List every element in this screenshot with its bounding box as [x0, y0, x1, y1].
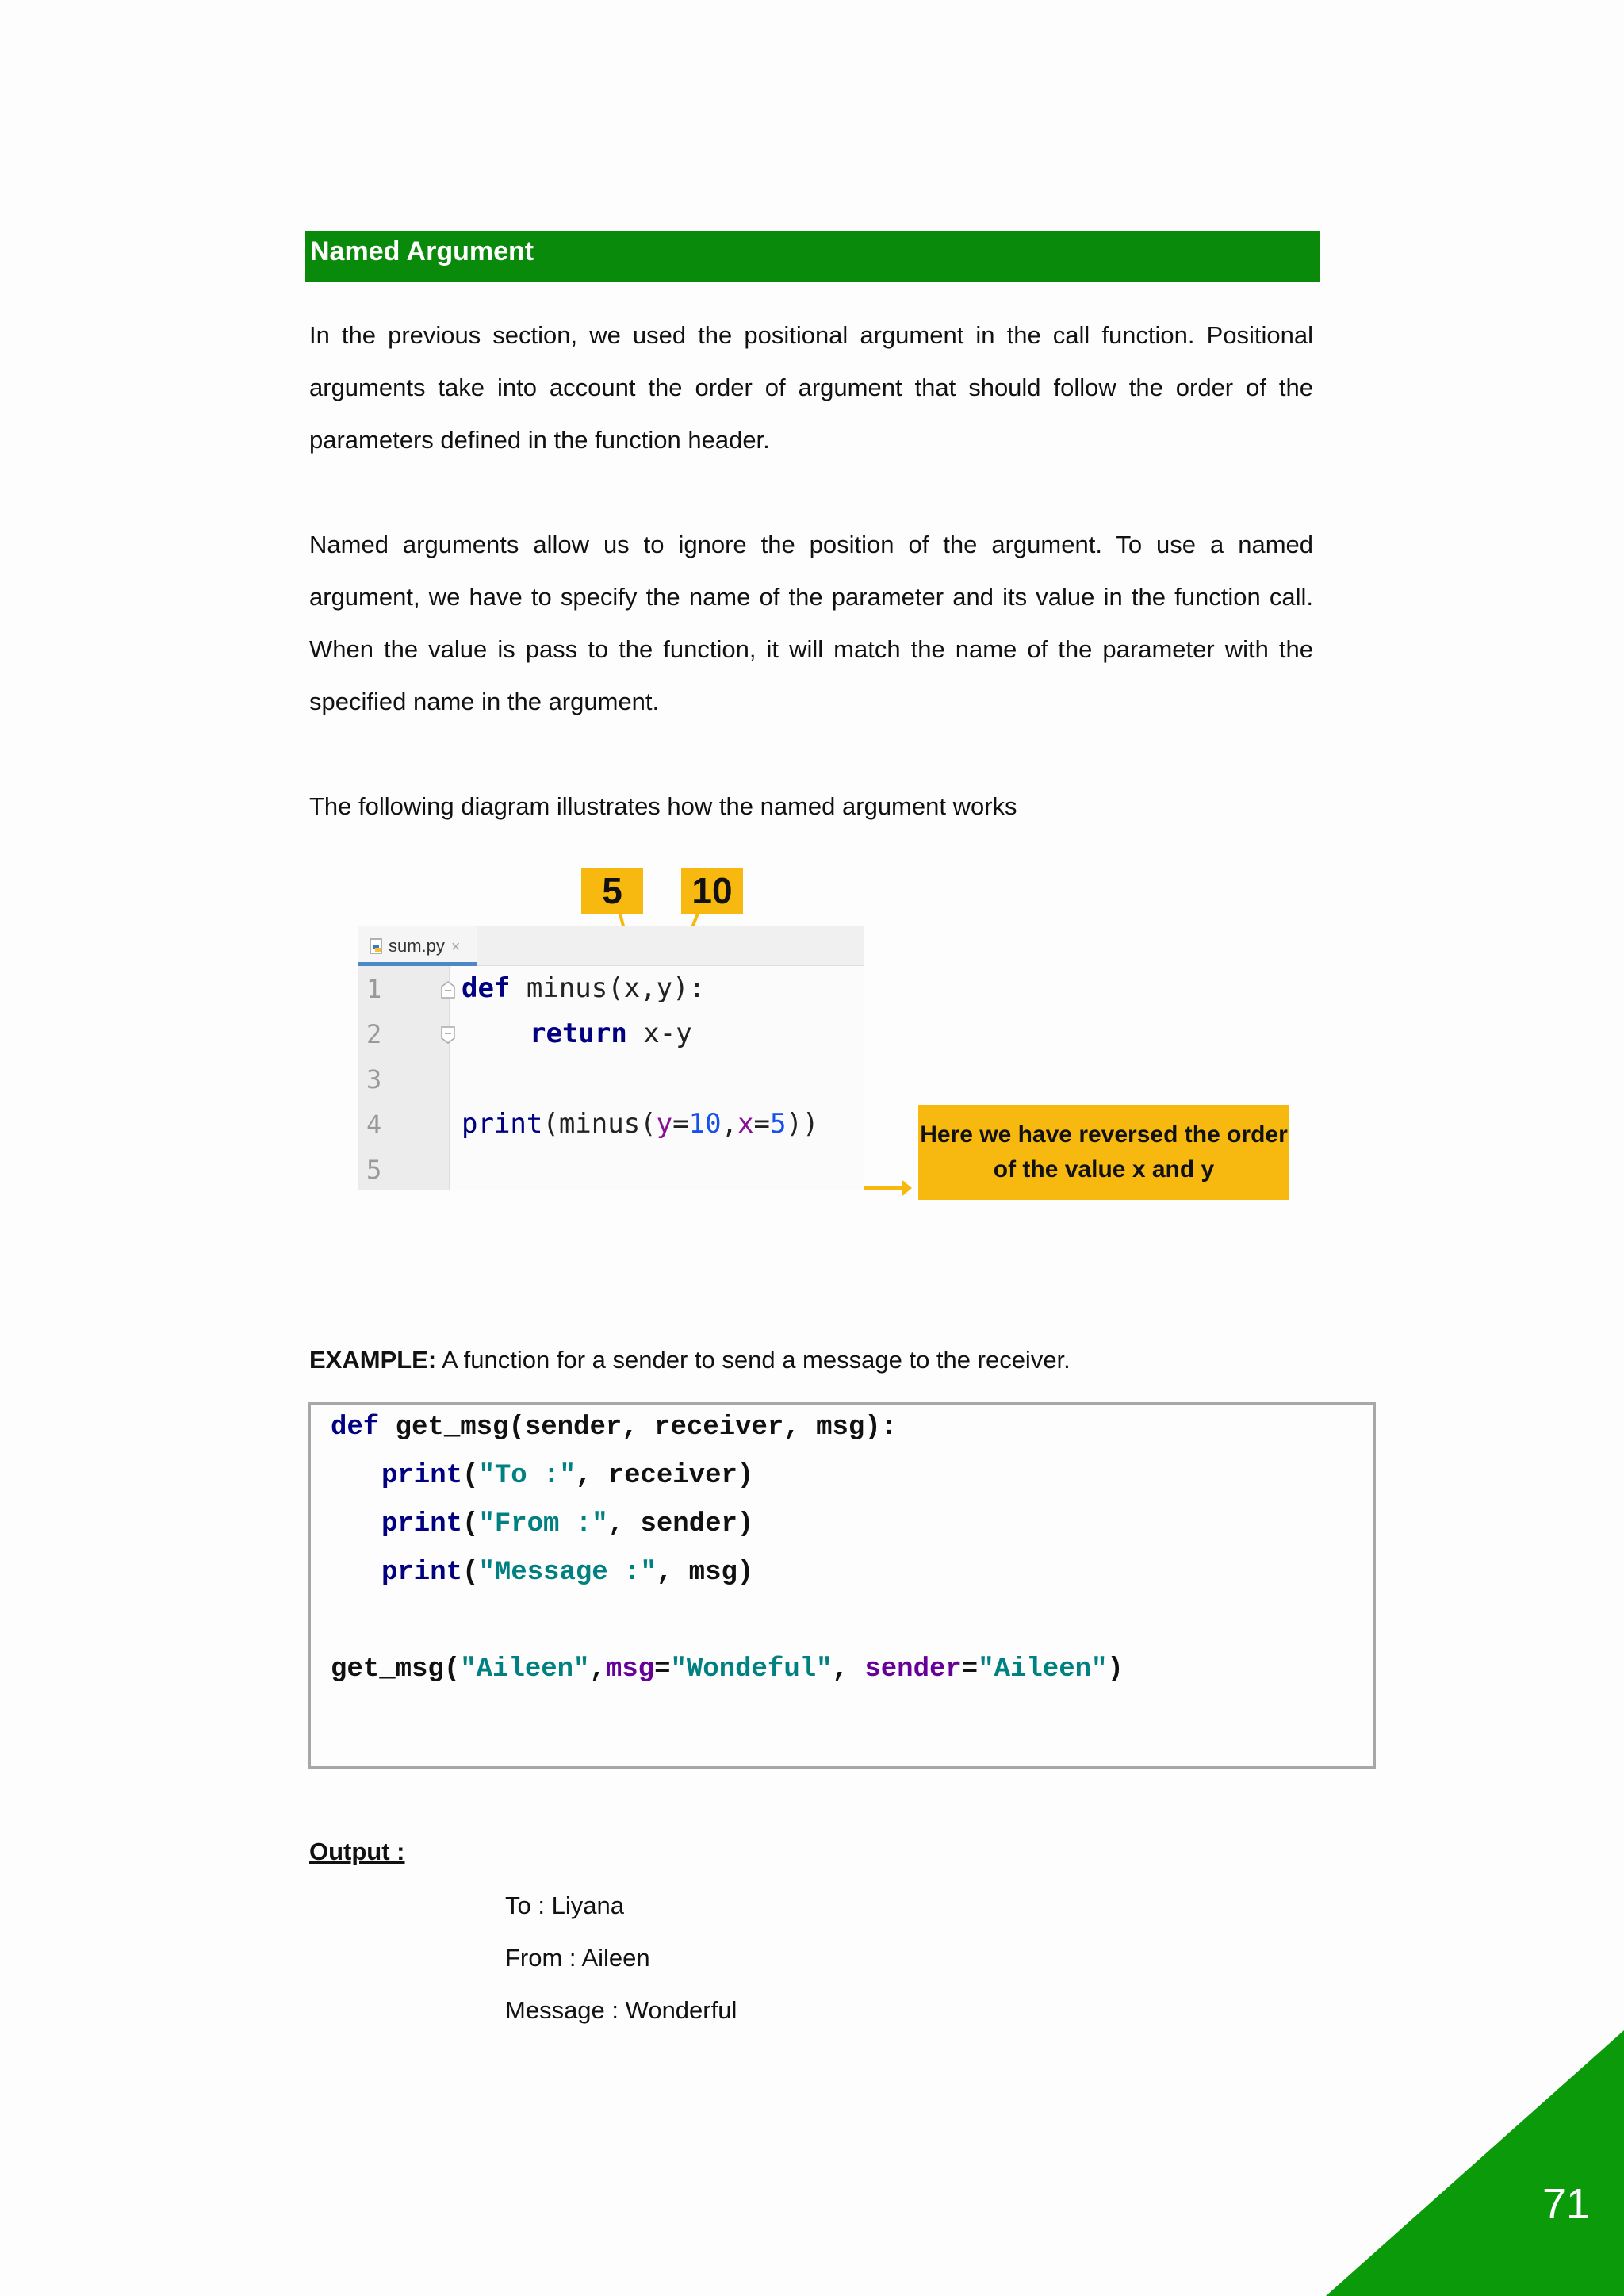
code-text: ,	[589, 1654, 606, 1685]
paragraph-diagram-intro: The following diagram illustrates how the named argument works	[309, 792, 1017, 820]
code-text: get_msg(sender, receiver, msg):	[379, 1412, 898, 1443]
code-text: =	[961, 1654, 979, 1685]
builtin-print: print	[381, 1461, 463, 1491]
paragraph-named: Named arguments allow us to ignore the position of the argument. To use a named argument, we have to specify the name of the parameter and its value in the function call. When the value is pass to the function, it will match the name of the parameter with the specified name in the argument.	[309, 531, 1313, 715]
code-listing-line-3	[381, 1509, 753, 1539]
example-caption	[309, 1334, 1071, 1386]
line-number: 1	[366, 974, 382, 1004]
fold-icon[interactable]	[440, 980, 456, 999]
section-heading: Named Argument	[305, 231, 1320, 282]
string-literal: "Wondeful"	[670, 1654, 833, 1685]
line-number: 2	[366, 1019, 382, 1049]
tab-close-icon[interactable]: ×	[450, 938, 461, 956]
code-line-1	[462, 972, 705, 1004]
label-value-5: 5	[581, 868, 643, 914]
code-listing-line-2	[381, 1461, 753, 1491]
code-text: , sender)	[607, 1509, 754, 1539]
param-x: x	[737, 1108, 754, 1140]
code-text: (	[462, 1509, 479, 1539]
code-listing-line-6	[331, 1654, 1124, 1685]
keyword-def: def	[462, 972, 511, 1004]
output-line: From : Aileen	[505, 1944, 650, 1972]
paragraph-positional: In the previous section, we used the positional argument in the call function. Positional arguments take into account the order of argument that should follow the order of the parameters defined in the function header.	[309, 321, 1313, 454]
builtin-print: print	[381, 1558, 463, 1588]
code-line-4	[462, 1108, 818, 1140]
line-gutter	[358, 966, 450, 1190]
code-text: (	[462, 1558, 479, 1588]
param-y: y	[656, 1108, 673, 1140]
code-line-2	[530, 1018, 692, 1049]
label-value-10: 10	[681, 868, 743, 914]
string-literal: "From :"	[478, 1509, 608, 1539]
code-text: ,	[721, 1108, 738, 1140]
output-label: Output :	[309, 1838, 405, 1865]
code-listing-line-4	[381, 1558, 753, 1588]
code-editor	[358, 926, 864, 1190]
code-text: minus(x,y):	[510, 972, 706, 1004]
code-text: , msg)	[656, 1558, 754, 1588]
code-text: ))	[786, 1108, 819, 1140]
string-literal: "Message :"	[478, 1558, 657, 1588]
code-text: =	[753, 1108, 771, 1140]
code-listing	[308, 1402, 1376, 1769]
output-line: Message : Wonderful	[505, 1996, 737, 2024]
example-label: EXAMPLE:	[309, 1346, 437, 1374]
code-text: , receiver)	[575, 1461, 754, 1491]
arrow-head	[902, 1180, 912, 1196]
python-file-icon	[370, 938, 384, 956]
callout-reversed-order: Here we have reversed the order of the value x and y	[918, 1105, 1289, 1200]
keyword-def: def	[331, 1412, 380, 1443]
string-literal: "To :"	[478, 1461, 576, 1491]
line-number: 3	[366, 1064, 382, 1094]
page-corner-triangle	[1326, 2030, 1624, 2296]
output-line: To : Liyana	[505, 1892, 624, 1919]
code-text: )	[1107, 1654, 1124, 1685]
fold-end-icon[interactable]	[440, 1025, 456, 1045]
string-literal: "Aileen"	[978, 1654, 1108, 1685]
code-text: x-y	[626, 1018, 692, 1049]
builtin-print: print	[462, 1108, 543, 1140]
code-text: (minus(	[542, 1108, 657, 1140]
named-arg-sender: sender	[864, 1654, 962, 1685]
code-text: =	[654, 1654, 671, 1685]
code-text: ,	[832, 1654, 865, 1685]
code-text: get_msg(	[331, 1654, 461, 1685]
keyword-return: return	[530, 1018, 627, 1049]
string-literal: "Aileen"	[460, 1654, 590, 1685]
example-text: A function for a sender to send a message to the receiver.	[436, 1346, 1071, 1374]
tab-label: sum.py	[389, 936, 445, 956]
line-number: 5	[366, 1155, 382, 1185]
number-10: 10	[688, 1108, 722, 1140]
editor-tab-sum-py[interactable]	[358, 926, 477, 966]
code-text: =	[672, 1108, 689, 1140]
code-listing-line-1	[331, 1412, 897, 1443]
code-text: (	[462, 1461, 479, 1491]
editor-tab-bar	[358, 926, 864, 966]
named-arg-msg: msg	[605, 1654, 655, 1685]
builtin-print: print	[381, 1509, 463, 1539]
line-number: 4	[366, 1110, 382, 1140]
page-number: 71	[1542, 2180, 1591, 2228]
number-5: 5	[770, 1108, 787, 1140]
